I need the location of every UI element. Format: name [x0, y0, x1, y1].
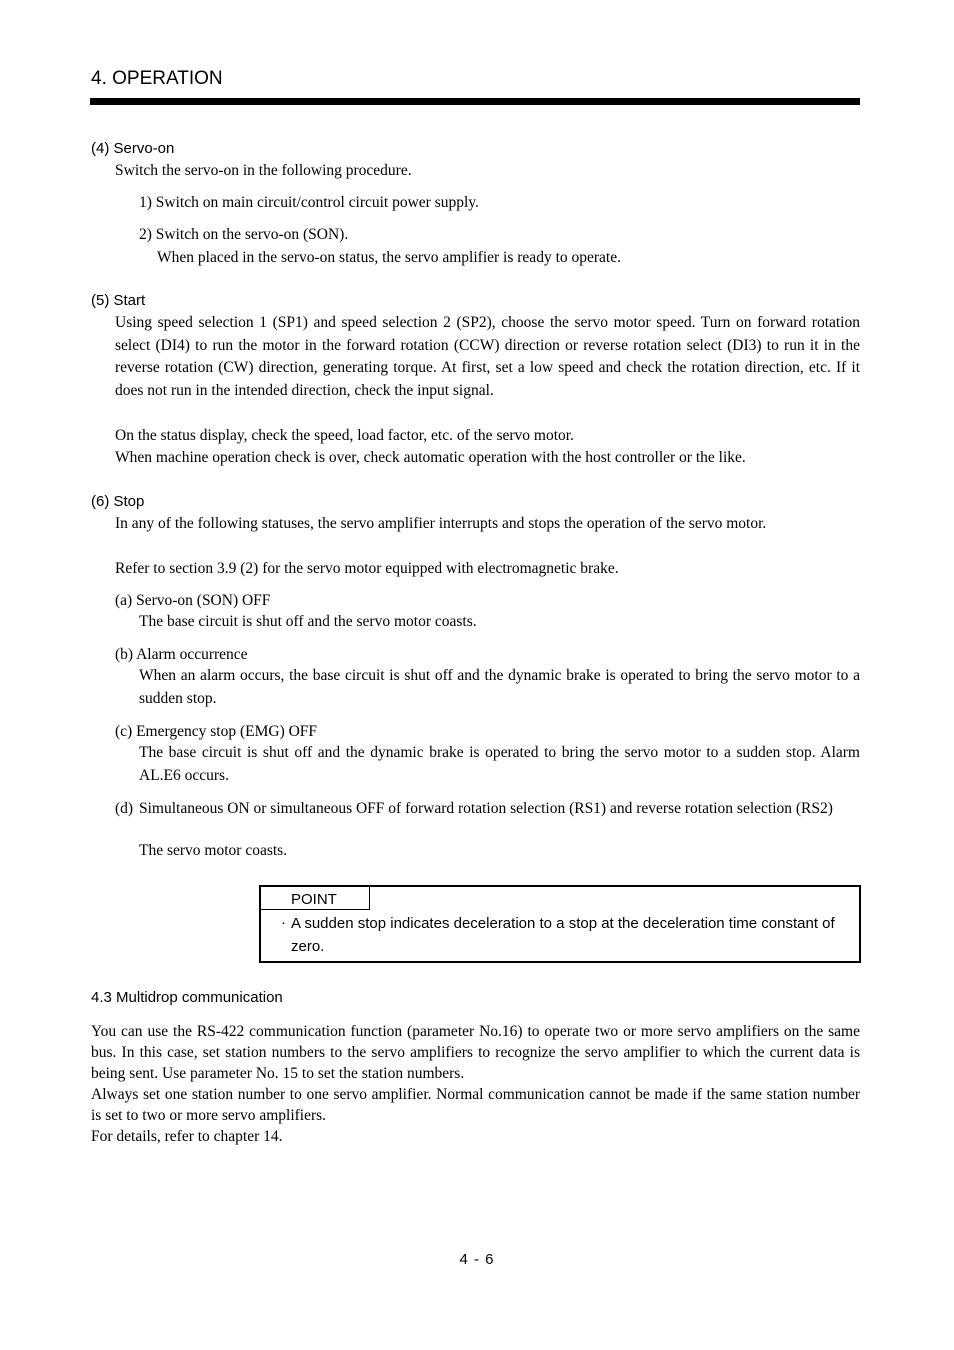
stop-item-a-text: The base circuit is shut off and the servo motor coasts. — [139, 613, 477, 630]
stop-item-b-text: When an alarm occurs, the base circuit is shut off and the dynamic brake is operated to bring the servo motor to a sudden stop. — [139, 667, 860, 707]
servo-on-step-1: 1) Switch on main circuit/control circuit power supply. — [139, 194, 479, 211]
stop-paragraph-1: In any of the following statuses, the servo amplifier interrupts and stops the operation of the servo motor. — [115, 515, 767, 532]
stop-paragraph-2: Refer to section 3.9 (2) for the servo motor equipped with electromagnetic brake. — [115, 560, 619, 577]
point-bullet: · — [281, 914, 286, 931]
multidrop-paragraph-2: Always set one station number to one servo amplifier. Normal communication cannot be made if the same station number is set to two or more servo amplifiers. — [91, 1086, 860, 1124]
stop-item-d-text: The servo motor coasts. — [139, 842, 288, 859]
section-heading-start: (5) Start — [91, 292, 146, 309]
start-paragraph-3: When machine operation check is over, check automatic operation with the host controller or the like. — [115, 449, 746, 466]
start-paragraph-1: Using speed selection 1 (SP1) and speed selection 2 (SP2), choose the servo motor speed. Turn on forward rotation select (DI4) to run the motor in the forward rotation (CCW) direction or reverse rotation select (DI3) to run it in the reverse rotation (CW) direction, generating torque. At first, set a low speed and check the rotation direction, etc. If it does not run in the intended direction, check the input signal. — [115, 314, 860, 399]
stop-item-d-label: (d) — [115, 800, 134, 817]
stop-item-b-title: (b) Alarm occurrence — [115, 646, 248, 663]
header-rule — [90, 98, 860, 105]
section-heading-servo-on: (4) Servo-on — [91, 140, 175, 157]
point-box — [259, 885, 861, 963]
stop-item-a-title: (a) Servo-on (SON) OFF — [115, 592, 271, 609]
servo-on-step-2-note: When placed in the servo-on status, the servo amplifier is ready to operate. — [157, 249, 621, 266]
section-heading-stop: (6) Stop — [91, 493, 145, 510]
chapter-title: 4. OPERATION — [91, 68, 223, 89]
point-label: POINT — [291, 891, 337, 908]
multidrop-paragraph-1: You can use the RS-422 communication function (parameter No.16) to operate two or more servo amplifiers on the same bus. In this case, set station numbers to the servo amplifiers to recognize the servo amplifier to which the current data is being sent. Use parameter No. 15 to set the station numbers. — [91, 1023, 860, 1082]
stop-item-c-text: The base circuit is shut off and the dynamic brake is operated to bring the servo motor to a sudden stop. Alarm AL.E6 occurs. — [139, 744, 860, 784]
section-heading-multidrop: 4.3 Multidrop communication — [91, 989, 283, 1006]
servo-on-intro: Switch the servo-on in the following procedure. — [115, 162, 412, 179]
point-text: A sudden stop indicates deceleration to a stop at the deceleration time constant of zero. — [291, 915, 835, 955]
servo-on-step-2: 2) Switch on the servo-on (SON). — [139, 226, 349, 243]
start-paragraph-2: On the status display, check the speed, load factor, etc. of the servo motor. — [115, 427, 574, 444]
multidrop-paragraph-3: For details, refer to chapter 14. — [91, 1128, 283, 1145]
page-number: 4 - 6 — [459, 1251, 495, 1268]
stop-item-c-title: (c) Emergency stop (EMG) OFF — [115, 723, 318, 740]
stop-item-d-title: Simultaneous ON or simultaneous OFF of forward rotation selection (RS1) and reverse rotation selection (RS2) — [139, 800, 833, 817]
